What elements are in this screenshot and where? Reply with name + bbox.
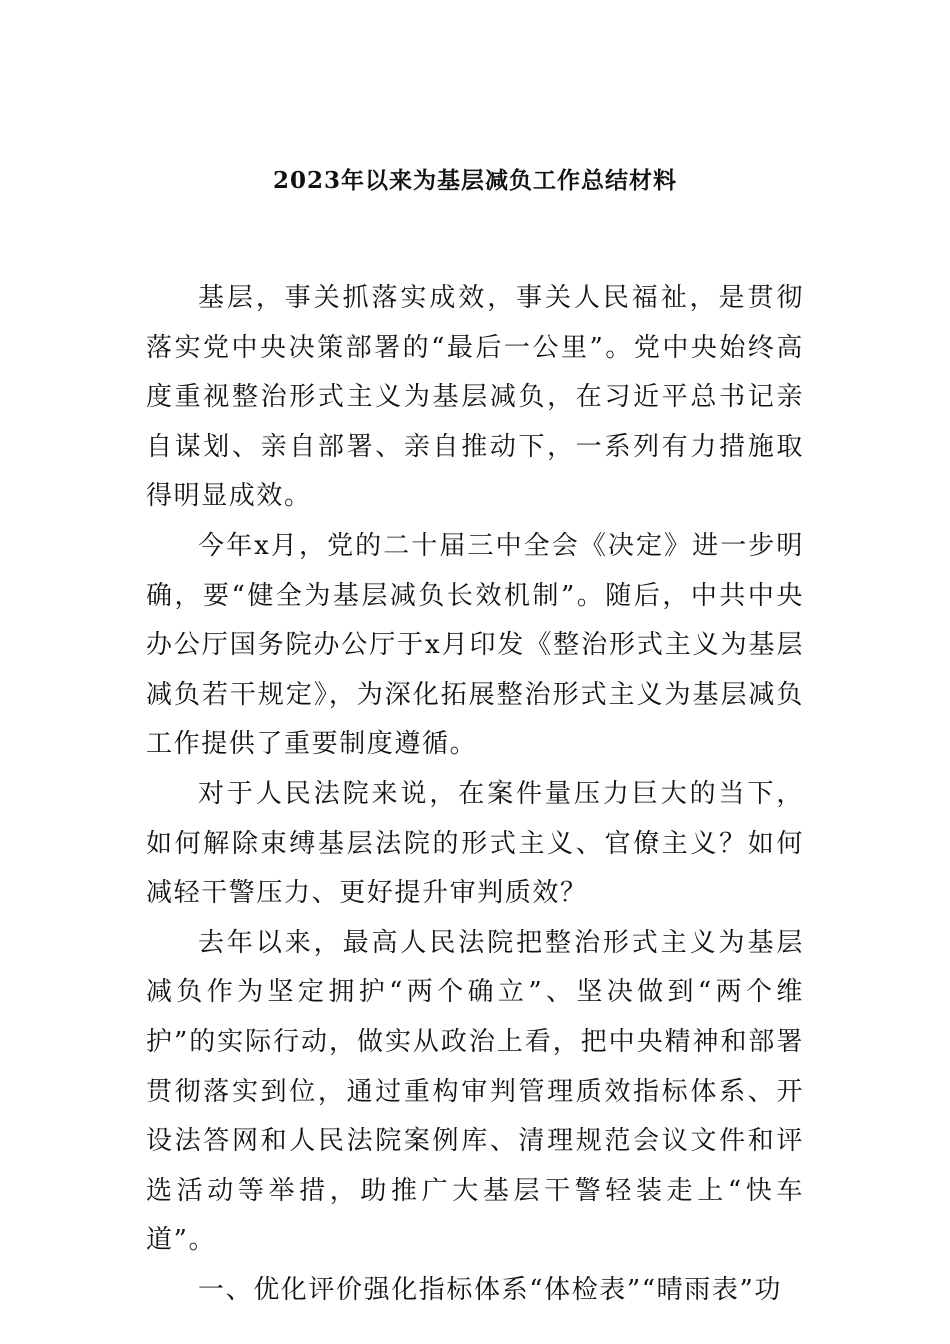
section-heading-1: 一、优化评价强化指标体系“体检表”“晴雨表”功 [198, 1274, 782, 1305]
document-body [146, 274, 804, 1315]
paragraph-4: 去年以来，最高人民法院把整治形式主义为基层减负作为坚定拥护“两个确立”、坚决做到“两个维护”的实际行动，做实从政治上看，把中央精神和部署贯彻落实到位，通过重构审判管理质效指标体系、开设法答网和人民法院案例库、清理规范会议文件和评选活动等举措，助推广大基层干警轻装走上“快车道”。 [146, 927, 804, 1256]
paragraph-3: 对于人民法院来说，在案件量压力巨大的当下，如何解除束缚基层法院的形式主义、官僚主义？如何减轻干警压力、更好提升审判质效？ [146, 778, 804, 909]
paragraph-1: 基层，事关抓落实成效，事关人民福祉，是贯彻落实党中央决策部署的“最后一公里”。党中央始终高度重视整治形式主义为基层减负，在习近平总书记亲自谋划、亲自部署、亲自推动下，一系列有力措施取得明显成效。 [146, 283, 804, 512]
document-title: 2023年以来为基层减负工作总结材料 [272, 167, 677, 194]
paragraph-2: 今年x月，党的二十届三中全会《决定》进一步明确，要“健全为基层减负长效机制”。随后，中共中央办公厅国务院办公厅于x月印发《整治形式主义为基层减负若干规定》，为深化拓展整治形式主义为基层减负工作提供了重要制度遵循。 [146, 530, 804, 760]
